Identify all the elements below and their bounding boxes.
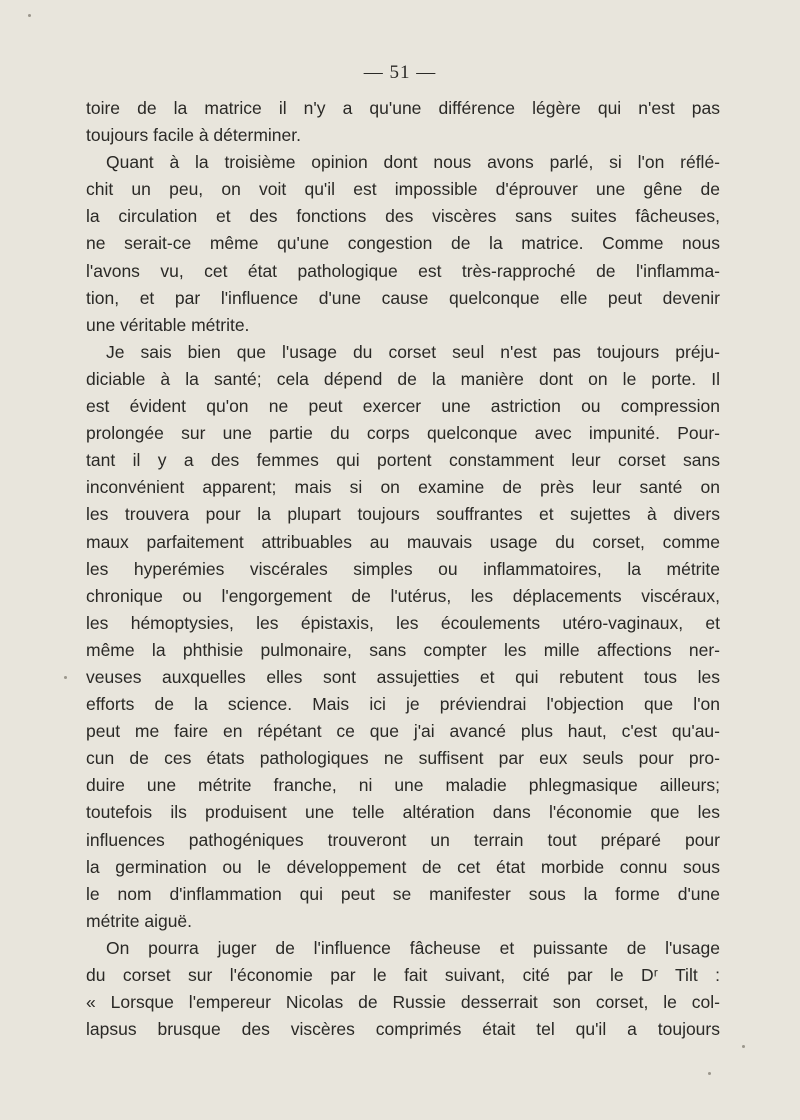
text-line: les trouvera pour la plupart toujours souffrantes et sujettes à divers bbox=[86, 504, 720, 525]
text-line: peut me faire en répétant ce que j'ai avancé plus haut, c'est qu'au- bbox=[86, 721, 720, 742]
text-line: le nom d'inflammation qui peut se manifester sous la forme d'une bbox=[86, 883, 720, 904]
text-line: tion, et par l'influence d'une cause quelconque elle peut devenir bbox=[86, 287, 720, 308]
text-line: Je sais bien que l'usage du corset seul n'est pas toujours préju- bbox=[106, 341, 720, 362]
text-line: la germination ou le développement de cet état morbide connu sous bbox=[86, 856, 720, 877]
text-line: une véritable métrite. bbox=[86, 314, 250, 335]
page-number-header: — 51 — bbox=[363, 62, 437, 83]
text-line: même la phthisie pulmonaire, sans compter les mille affections ner- bbox=[86, 639, 720, 660]
text-line: ne serait-ce même qu'une congestion de la matrice. Comme nous bbox=[86, 233, 720, 254]
text-line: veuses auxquelles elles sont assujetties et qui rebutent tous les bbox=[86, 666, 720, 687]
text-line: tant il y a des femmes qui portent constamment leur corset sans bbox=[86, 450, 720, 471]
body-text bbox=[86, 95, 720, 1043]
text-line: prolongée sur une partie du corps quelconque avec impunité. Pour- bbox=[86, 423, 720, 444]
text-line: duire une métrite franche, ni une maladie phlegmasique ailleurs; bbox=[86, 775, 720, 796]
text-line: chit un peu, on voit qu'il est impossible d'éprouver une gêne de bbox=[86, 179, 720, 200]
text-line: efforts de la science. Mais ici je préviendrai l'objection que l'on bbox=[86, 694, 720, 715]
paper-speck bbox=[742, 1045, 745, 1048]
text-line: On pourra juger de l'influence fâcheuse et puissante de l'usage bbox=[106, 937, 720, 958]
text-line: est évident qu'on ne peut exercer une astriction ou compression bbox=[86, 396, 720, 417]
paper-speck bbox=[64, 676, 67, 679]
text-line: la circulation et des fonctions des viscères sans suites fâcheuses, bbox=[86, 206, 720, 227]
text-line: « Lorsque l'empereur Nicolas de Russie desserrait son corset, le col- bbox=[86, 992, 720, 1013]
text-line: cun de ces états pathologiques ne suffisent par eux seuls pour pro- bbox=[86, 748, 720, 769]
paper-speck bbox=[708, 1072, 711, 1075]
text-line: chronique ou l'engorgement de l'utérus, les déplacements viscéraux, bbox=[86, 585, 720, 606]
text-line: inconvénient apparent; mais si on examine de près leur santé on bbox=[86, 477, 720, 498]
text-line: lapsus brusque des viscères comprimés était tel qu'il a toujours bbox=[86, 1019, 720, 1040]
text-line: diciable à la santé; cela dépend de la manière dont on le porte. Il bbox=[86, 368, 720, 389]
text-line: maux parfaitement attribuables au mauvais usage du corset, comme bbox=[86, 531, 720, 552]
text-line: influences pathogéniques trouveront un terrain tout préparé pour bbox=[86, 829, 720, 850]
text-line: l'avons vu, cet état pathologique est très-rapproché de l'inflamma- bbox=[86, 260, 720, 281]
paper-speck bbox=[28, 14, 31, 17]
text-line: toire de la matrice il n'y a qu'une différence légère qui n'est pas bbox=[86, 98, 720, 118]
text-line: toujours facile à déterminer. bbox=[86, 125, 301, 146]
text-line: métrite aiguë. bbox=[86, 910, 193, 931]
text-line: du corset sur l'économie par le fait suivant, cité par le Dʳ Tilt : bbox=[86, 965, 720, 985]
text-line: les hémoptysies, les épistaxis, les écoulements utéro-vaginaux, et bbox=[86, 612, 720, 633]
text-line: les hyperémies viscérales simples ou inflammatoires, la métrite bbox=[86, 558, 720, 579]
text-line: Quant à la troisième opinion dont nous avons parlé, si l'on réflé- bbox=[106, 152, 720, 173]
text-line: toutefois ils produisent une telle altération dans l'économie que les bbox=[86, 802, 720, 823]
